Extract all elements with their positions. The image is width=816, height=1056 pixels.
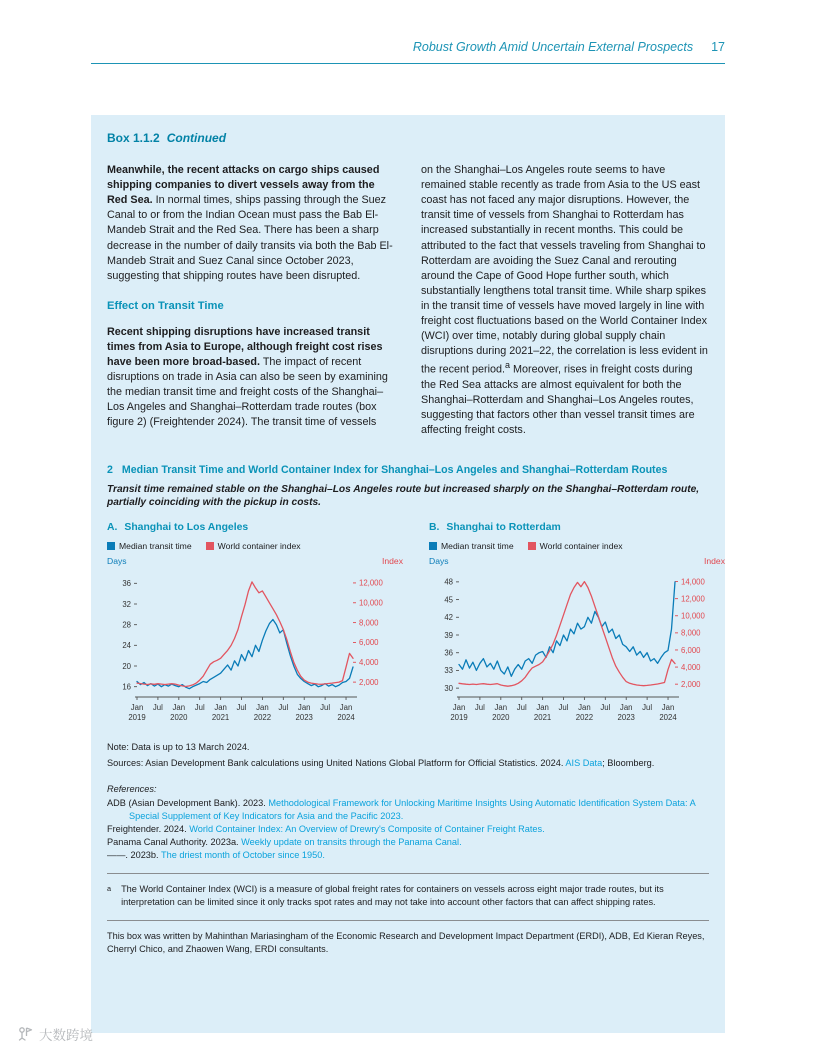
line-chart-rotterdam <box>429 567 725 733</box>
svg-text:Jan: Jan <box>214 703 227 713</box>
svg-text:36: 36 <box>444 648 453 658</box>
median-transit-legend-swatch <box>107 542 115 550</box>
box-label: Box 1.1.2 <box>107 131 160 145</box>
chart-shanghai-rotterdam <box>429 522 725 733</box>
svg-text:Jul: Jul <box>194 703 205 713</box>
line-chart-los-angeles <box>107 567 403 733</box>
reference-link[interactable]: Methodological Framework for Unlocking Maritime Insights Using Automatic Identification System Data: A Special Supplement of Key Indicators for Asia and the Pacific 2023. <box>129 797 696 821</box>
svg-text:Jul: Jul <box>278 703 289 713</box>
svg-text:2023: 2023 <box>617 713 635 723</box>
references <box>107 783 709 862</box>
page-number: 17 <box>711 40 725 54</box>
svg-text:2020: 2020 <box>492 713 510 723</box>
svg-text:Jan: Jan <box>661 703 675 713</box>
svg-text:8,000: 8,000 <box>359 618 379 628</box>
figure-title <box>107 464 709 476</box>
reference-text: ADB (Asian Development Bank). 2023. <box>107 797 269 808</box>
reference-text: Freightender. 2024. <box>107 823 190 834</box>
reference-link[interactable]: The driest month of October since 1950. <box>160 850 325 861</box>
svg-text:Jul: Jul <box>516 703 527 713</box>
credit-divider <box>107 920 709 921</box>
svg-text:48: 48 <box>444 577 453 587</box>
reference-text: ——. 2023b. <box>107 850 161 861</box>
svg-text:20: 20 <box>122 661 131 671</box>
figure-notes <box>107 741 709 771</box>
chart-a-legend <box>107 541 403 551</box>
chart-a-label: A. <box>107 522 118 534</box>
svg-text:2,000: 2,000 <box>681 680 701 690</box>
svg-text:16: 16 <box>122 682 131 692</box>
box-continued-label: Continued <box>166 131 227 145</box>
note-line: Note: Data is up to 13 March 2024. <box>107 742 250 753</box>
svg-text:Jan: Jan <box>452 703 466 713</box>
median-transit-legend-swatch <box>429 542 437 550</box>
svg-text:2021: 2021 <box>211 713 230 723</box>
right-axis-label: Index <box>381 556 403 567</box>
left-axis-label: Days <box>429 556 449 567</box>
box-credit: This box was written by Mahinthan Mariasingham of the Economic Research and Development Impact Department (ERDI), ADB, Ed Kieran Reyes, Cherryl Chico, and Zhaowen Wang, ERDI consultants. <box>107 931 705 955</box>
svg-text:30: 30 <box>444 684 453 694</box>
paragraph-red-sea <box>107 163 395 284</box>
svg-text:42: 42 <box>444 613 453 623</box>
figure-charts <box>107 522 725 733</box>
figure-subtitle: Transit time remained stable on the Shanghai–Los Angeles route but increased sharply on the Shanghai–Rotterdam route, partially coinciding with the pickup in costs. <box>107 483 700 509</box>
svg-text:6,000: 6,000 <box>681 645 701 655</box>
svg-text:Jan: Jan <box>494 703 508 713</box>
svg-text:Jul: Jul <box>152 703 163 713</box>
svg-text:2022: 2022 <box>253 713 272 723</box>
svg-text:36: 36 <box>122 579 131 589</box>
svg-text:12,000: 12,000 <box>681 594 705 604</box>
subheading-effect-on-transit-time: Effect on Transit Time <box>107 299 224 312</box>
chart-shanghai-los-angeles <box>107 522 403 733</box>
wci-legend-label: World container index <box>539 541 623 552</box>
chart-b-axis-headers <box>429 556 725 566</box>
running-head <box>91 40 725 54</box>
svg-text:Jul: Jul <box>236 703 247 713</box>
svg-text:12,000: 12,000 <box>359 578 383 588</box>
reference-link[interactable]: Weekly update on transits through the Panama Canal. <box>241 837 462 848</box>
footnote-divider <box>107 873 709 874</box>
svg-text:Jan: Jan <box>256 703 269 713</box>
sources-text: Sources: Asian Development Bank calculations using United Nations Global Platform for Official Statistics. 2024. <box>107 758 566 769</box>
figure-title-text: Median Transit Time and World Container Index for Shanghai–Los Angeles and Shanghai–Rotterdam Routes <box>121 463 668 476</box>
paragraph-text: Moreover, rises in freight costs during the Red Sea attacks are almost equivalent for both the Shanghai–Rotterdam and Shanghai–Los Angeles routes, suggesting that factors other than vessel transit times are affecting freight costs. <box>421 364 695 437</box>
chart-a-axis-headers <box>107 556 403 566</box>
chart-b-title-text: Shanghai to Rotterdam <box>446 522 561 534</box>
svg-text:2022: 2022 <box>575 713 594 723</box>
svg-text:2,000: 2,000 <box>359 678 379 688</box>
paragraph-lead: Recent shipping disruptions have increased transit times from Asia to Europe, although freight cost rises have been more broad-based. <box>107 325 383 368</box>
svg-text:2019: 2019 <box>128 713 146 723</box>
svg-text:Jul: Jul <box>600 703 611 713</box>
svg-text:2021: 2021 <box>533 713 552 723</box>
svg-text:Jan: Jan <box>297 703 311 713</box>
reference-link[interactable]: World Container Index: An Overview of Drewry's Composite of Container Freight Rates. <box>189 823 545 834</box>
chart-b-title <box>429 522 725 533</box>
footnote-reference: a <box>505 360 511 371</box>
right-axis-label: Index <box>703 556 725 567</box>
svg-text:2024: 2024 <box>337 713 355 723</box>
svg-text:Jul: Jul <box>320 703 331 713</box>
paragraph-lead: Meanwhile, the recent attacks on cargo ships caused shipping companies to divert vessels away from the Red Sea. <box>107 164 380 207</box>
chart-a-title-text: Shanghai to Los Angeles <box>124 522 249 534</box>
ais-data-link[interactable]: AIS Data <box>565 758 603 769</box>
svg-text:45: 45 <box>444 595 453 605</box>
footnote <box>107 883 709 909</box>
wci-legend-swatch <box>206 542 214 550</box>
svg-text:Jul: Jul <box>474 703 485 713</box>
reference-item <box>107 849 709 862</box>
svg-text:8,000: 8,000 <box>681 628 701 638</box>
paragraph-continued <box>421 163 709 439</box>
svg-text:32: 32 <box>122 599 131 609</box>
sources-line <box>107 757 709 770</box>
svg-text:2023: 2023 <box>295 713 313 723</box>
svg-text:Jul: Jul <box>642 703 653 713</box>
svg-text:10,000: 10,000 <box>681 611 705 621</box>
chart-b-label: B. <box>429 522 440 534</box>
left-column <box>107 163 395 450</box>
svg-text:14,000: 14,000 <box>681 577 705 587</box>
svg-text:Jan: Jan <box>619 703 633 713</box>
svg-text:Jan: Jan <box>536 703 549 713</box>
svg-text:24: 24 <box>122 641 131 651</box>
svg-text:39: 39 <box>444 630 453 640</box>
chart-b-legend <box>429 541 725 551</box>
svg-text:2019: 2019 <box>450 713 468 723</box>
reference-item <box>107 823 709 836</box>
running-head-title: Robust Growth Amid Uncertain External Prospects <box>412 40 694 54</box>
figure-number: 2 <box>107 463 113 476</box>
footnote-text: The World Container Index (WCI) is a measure of global freight rates for containers on vessels across eight major trade routes, but its interpretation can be limited since it only tracks spot rates and may not take into account other factors that can affect shipping rates. <box>121 884 664 908</box>
box-header <box>107 131 709 145</box>
wci-legend-label: World container index <box>217 541 301 552</box>
median-transit-legend-label: Median transit time <box>441 541 514 552</box>
svg-text:Jan: Jan <box>339 703 353 713</box>
reference-text: Panama Canal Authority. 2023a. <box>107 837 242 848</box>
box-1-1-2 <box>91 115 725 1033</box>
svg-text:33: 33 <box>444 666 453 676</box>
header-rule <box>91 63 725 64</box>
paragraph-disruptions <box>107 325 395 431</box>
reference-item <box>107 836 709 849</box>
svg-text:4,000: 4,000 <box>359 658 379 668</box>
left-axis-label: Days <box>107 556 127 567</box>
svg-text:10,000: 10,000 <box>359 598 383 608</box>
svg-text:Jan: Jan <box>130 703 144 713</box>
right-column <box>421 163 709 450</box>
text-columns <box>107 163 709 450</box>
median-transit-legend-label: Median transit time <box>119 541 192 552</box>
wci-legend-swatch <box>528 542 536 550</box>
paragraph-text: on the Shanghai–Los Angeles route seems to have remained stable recently as trade from Asia to the US east coast has not faced any major disruptions. However, the transit time of vessels from Shanghai to Rotterdam has increased substantially in recent months. This could be attributed to the fact that vessels traveling from Shanghai to Rotterdam are avoiding the Suez Canal and rerouting around the Cape of Good Hope further south, which substantially lengthens total transit time. While sharp spikes in the transit time of vessels have moved largely in line with freight cost fluctuations based on the World Container Index (WCI) over time, notably during global supply chain disruptions during 2021–22, the correlation is less evident in the recent period. <box>421 164 708 377</box>
svg-text:6,000: 6,000 <box>359 638 379 648</box>
svg-text:Jul: Jul <box>558 703 569 713</box>
references-heading: References: <box>107 783 157 794</box>
svg-text:28: 28 <box>122 620 131 630</box>
chart-a-title <box>107 522 403 533</box>
watermark <box>16 1024 93 1044</box>
sources-text: ; Bloomberg. <box>602 758 655 769</box>
watermark-text: 大数跨境 <box>39 1028 93 1043</box>
svg-text:2024: 2024 <box>659 713 677 723</box>
svg-text:Jan: Jan <box>172 703 186 713</box>
svg-text:4,000: 4,000 <box>681 662 701 672</box>
watermark-logo-icon <box>16 1025 34 1043</box>
reference-item <box>107 797 709 823</box>
paragraph-text: The impact of recent disruptions on trade in Asia can also be seen by examining the median transit time and freight costs of the Shanghai–Los Angeles and Shanghai–Rotterdam trade routes (box figure 2) (Freightender 2024). The transit time of vessels <box>107 355 388 429</box>
footnote-marker: a <box>107 884 112 894</box>
paragraph-text: In normal times, ships passing through the Suez Canal to or from the Indian Ocean must pass the Bab El-Mandeb Strait and the Red Sea. There has been a sharp decrease in the number of daily transits via both the Bab El-Mandeb Strait and Suez Canal since October 2023, suggesting that shipping routes have been disrupted. <box>107 194 393 282</box>
svg-text:2020: 2020 <box>170 713 188 723</box>
svg-text:Jan: Jan <box>578 703 591 713</box>
